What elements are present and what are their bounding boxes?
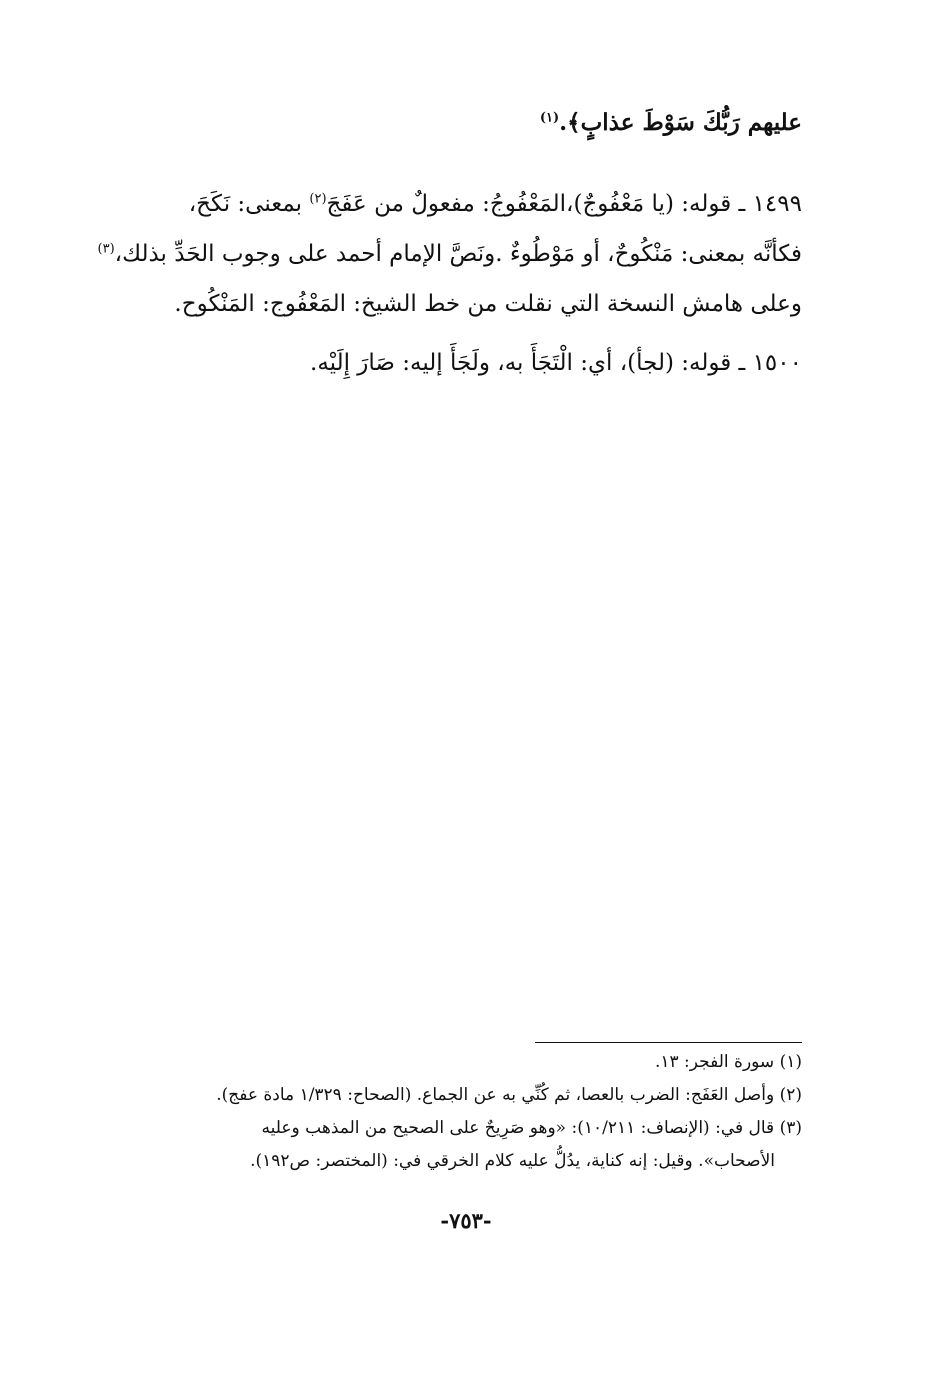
paragraph-1499-line-2 [97, 229, 802, 279]
footnote-ref-3: (٣) [97, 241, 115, 257]
footnote-ref-1: (١) [539, 110, 560, 126]
footnote-divider [535, 1042, 802, 1043]
verse-text: عليهم رَبُّكَ سَوْطَ عذابٍ﴾. [559, 109, 802, 136]
paragraph-1500 [128, 338, 802, 388]
paragraph-1499 [97, 179, 802, 329]
paragraph-1500-line: ١٥٠٠ ـ قوله: (لجأ)، أي: الْتَجَأَ به، ولَجَأَ إليه: صَارَ إِلَيْه. [310, 350, 802, 376]
paragraph-1499-line-3: وعلى هامش النسخة التي نقلت من خط الشيخ: المَعْفُوج: المَنْكُوح. [174, 291, 802, 317]
verse-continuation-line [128, 98, 802, 148]
footnote-3-continuation: الأصحاب». وقيل: إنه كناية، يدُلُّ عليه كلام الخرقي في: (المختصر: ص١٩٢). [250, 1151, 775, 1171]
paragraph-1499-text-c: فكأنَّه بمعنى: مَنْكُوحٌ، أو مَوْطُوءٌ .ونَصَّ الإمام أحمد على وجوب الحَدِّ بذلك، [114, 241, 802, 267]
footnotes [126, 1046, 802, 1178]
footnote-ref-2: (٢) [309, 191, 327, 207]
page-number: -٧٥٣- [440, 1208, 492, 1233]
footnote-3: (٣) قال في: (الإنصاف: ١٠/٢١١): «وهو صَرِيحٌ على الصحيح من المذهب وعليه [261, 1118, 802, 1138]
paragraph-1499-text-a: ١٤٩٩ ـ قوله: (يا مَعْفُوجٌ)،المَعْفُوجُ: مفعولٌ من عَفَجَ [326, 191, 802, 217]
paragraph-1499-line-1 [128, 179, 802, 229]
verse-line [128, 98, 802, 148]
footnote-1: (١) سورة الفجر: ١٣. [654, 1052, 802, 1072]
footnote-2: (٢) وأصل العَفَج: الضرب بالعصا، ثم كُنِّي به عن الجماع. (الصحاح: ١/٣٢٩ مادة عفج). [216, 1085, 802, 1105]
paragraph-1499-text-b: بمعنى: نَكَحَ، [188, 191, 310, 217]
